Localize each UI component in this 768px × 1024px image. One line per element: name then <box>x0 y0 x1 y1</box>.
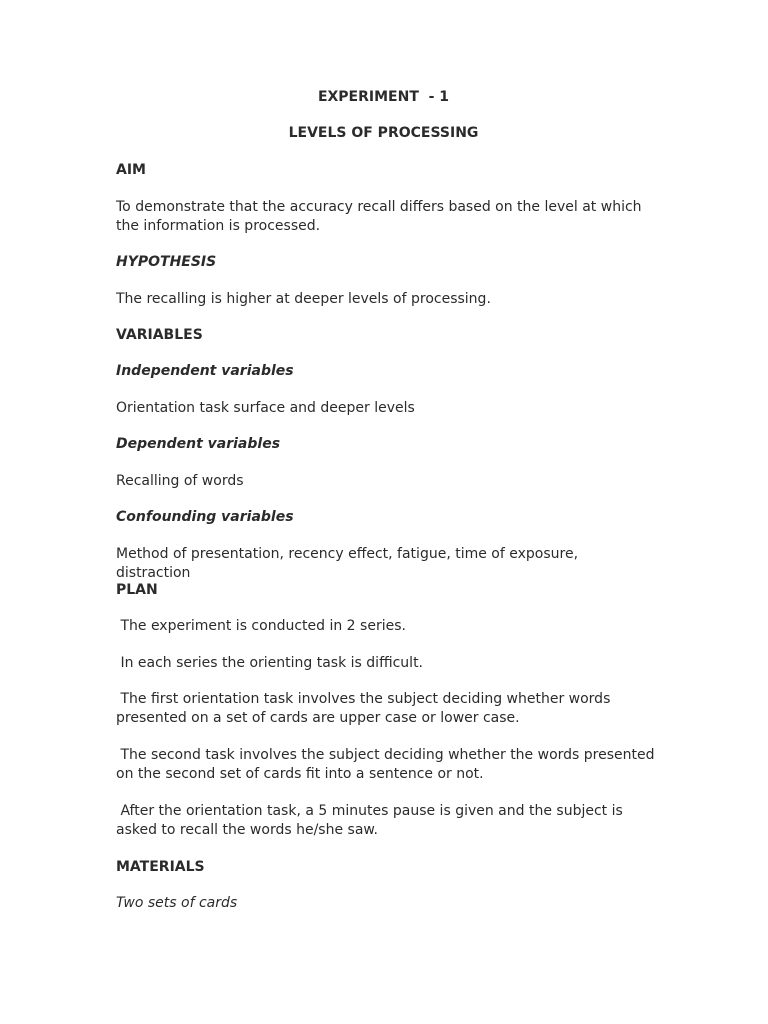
materials-text: Two sets of cards <box>116 895 238 911</box>
plan-item: The experiment is conducted in 2 series. <box>116 618 406 634</box>
hypothesis-heading: HYPOTHESIS <box>116 254 217 270</box>
confounding-variables-text: Method of presentation, recency effect, fatigue, time of exposure, distraction <box>116 546 583 581</box>
plan-item: The second task involves the subject deciding whether the words presented on the second set of cards fit into a sentence or not. <box>116 747 659 782</box>
independent-variables-text: Orientation task surface and deeper levels <box>116 400 415 416</box>
plan-heading: PLAN <box>116 582 158 598</box>
hypothesis-text: The recalling is higher at deeper levels of processing. <box>116 291 491 307</box>
dependent-variables-heading: Dependent variables <box>116 436 281 452</box>
aim-text: To demonstrate that the accuracy recall differs based on the level at which the information is processed. <box>116 199 646 234</box>
materials-heading: MATERIALS <box>116 859 205 875</box>
document-title: EXPERIMENT - 1 <box>317 89 450 105</box>
confounding-variables-heading: Confounding variables <box>116 509 294 525</box>
aim-heading: AIM <box>116 162 146 178</box>
plan-item: In each series the orienting task is difficult. <box>116 655 424 671</box>
plan-item: The first orientation task involves the subject deciding whether words presented on a set of cards are upper case or lower case. <box>116 691 615 726</box>
variables-heading: VARIABLES <box>116 327 203 343</box>
plan-item: After the orientation task, a 5 minutes pause is given and the subject is asked to recall the words he/she saw. <box>116 803 628 838</box>
document-subtitle: LEVELS OF PROCESSING <box>288 125 479 141</box>
independent-variables-heading: Independent variables <box>116 363 294 379</box>
dependent-variables-text: Recalling of words <box>116 473 244 489</box>
